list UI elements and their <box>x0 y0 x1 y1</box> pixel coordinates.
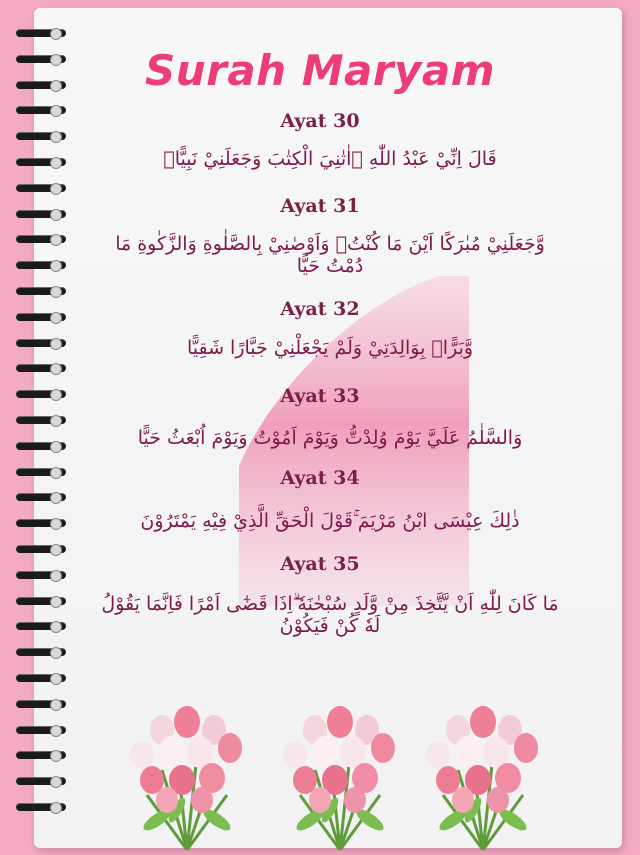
spiral-ring <box>6 723 68 737</box>
spiral-ring <box>6 594 68 608</box>
page-title: Surah Maryam <box>144 46 496 95</box>
spiral-ring <box>6 671 68 685</box>
tulip-bouquet-icon <box>122 700 252 850</box>
spiral-ring <box>6 361 68 375</box>
spiral-ring <box>6 258 68 272</box>
tulip-bouquet-icon <box>418 700 548 850</box>
spiral-ring <box>6 439 68 453</box>
spiral-ring <box>6 800 68 814</box>
spiral-ring <box>6 26 68 40</box>
spiral-ring <box>6 336 68 350</box>
spiral-ring <box>6 490 68 504</box>
ayat-text-32: وَّبَرًّاۢ بِوَالِدَتِيْ وَلَمْ يَجْعَلْنِيْ جَبَّارًا شَقِيًّا <box>186 337 474 359</box>
ayat-label-33: Ayat 33 <box>280 385 360 407</box>
ayat-label-31: Ayat 31 <box>280 195 360 217</box>
spiral-ring <box>6 697 68 711</box>
spiral-ring <box>6 645 68 659</box>
spiral-ring <box>6 748 68 762</box>
ayat-text-31: وَّجَعَلَنِيْ مُبٰرَكًا اَيْنَ مَا كُنْتُۖ وَاَوْصٰنِيْ بِالصَّلٰوةِ وَالزَّكٰوةِ مَا دُمْتُ حَيًّا <box>115 233 545 277</box>
ayat-label-35: Ayat 35 <box>280 553 360 575</box>
spiral-ring <box>6 284 68 298</box>
spiral-ring <box>6 413 68 427</box>
ayat-label-30: Ayat 30 <box>280 110 360 132</box>
spiral-binding <box>6 26 76 826</box>
ayat-text-30: قَالَ اِنِّيْ عَبْدُ اللّٰهِ ۗاٰتٰنِيَ الْكِتٰبَ وَجَعَلَنِيْ نَبِيًّاۙ <box>163 148 497 170</box>
spiral-ring <box>6 232 68 246</box>
spiral-ring <box>6 181 68 195</box>
ayat-label-34: Ayat 34 <box>280 467 360 489</box>
spiral-ring <box>6 155 68 169</box>
spiral-ring <box>6 619 68 633</box>
spiral-ring <box>6 516 68 530</box>
ayat-text-34: ذٰلِكَ عِيْسَى ابْنُ مَرْيَمَ ۚقَوْلَ الْحَقِّ الَّذِيْ فِيْهِ يَمْتَرُوْنَ <box>140 510 520 532</box>
ayat-label-32: Ayat 32 <box>280 298 360 320</box>
ayat-text-35: مَا كَانَ لِلّٰهِ اَنْ يَّتَّخِذَ مِنْ وَّلَدٍ سُبْحٰنَهٗ ۗاِذَا قَضٰٓى اَمْرًا فَاِنَّمَا يَقُوْلُ لَهٗ كُنْ فَيَكُوْنُ <box>101 593 559 637</box>
spiral-ring <box>6 774 68 788</box>
ayat-text-33: وَالسَّلٰمُ عَلَيَّ يَوْمَ وُلِدْتُّ وَيَوْمَ اَمُوْتُ وَيَوْمَ اُبْعَثُ حَيًّا <box>137 427 523 449</box>
tulip-bouquet-icon <box>275 700 405 850</box>
